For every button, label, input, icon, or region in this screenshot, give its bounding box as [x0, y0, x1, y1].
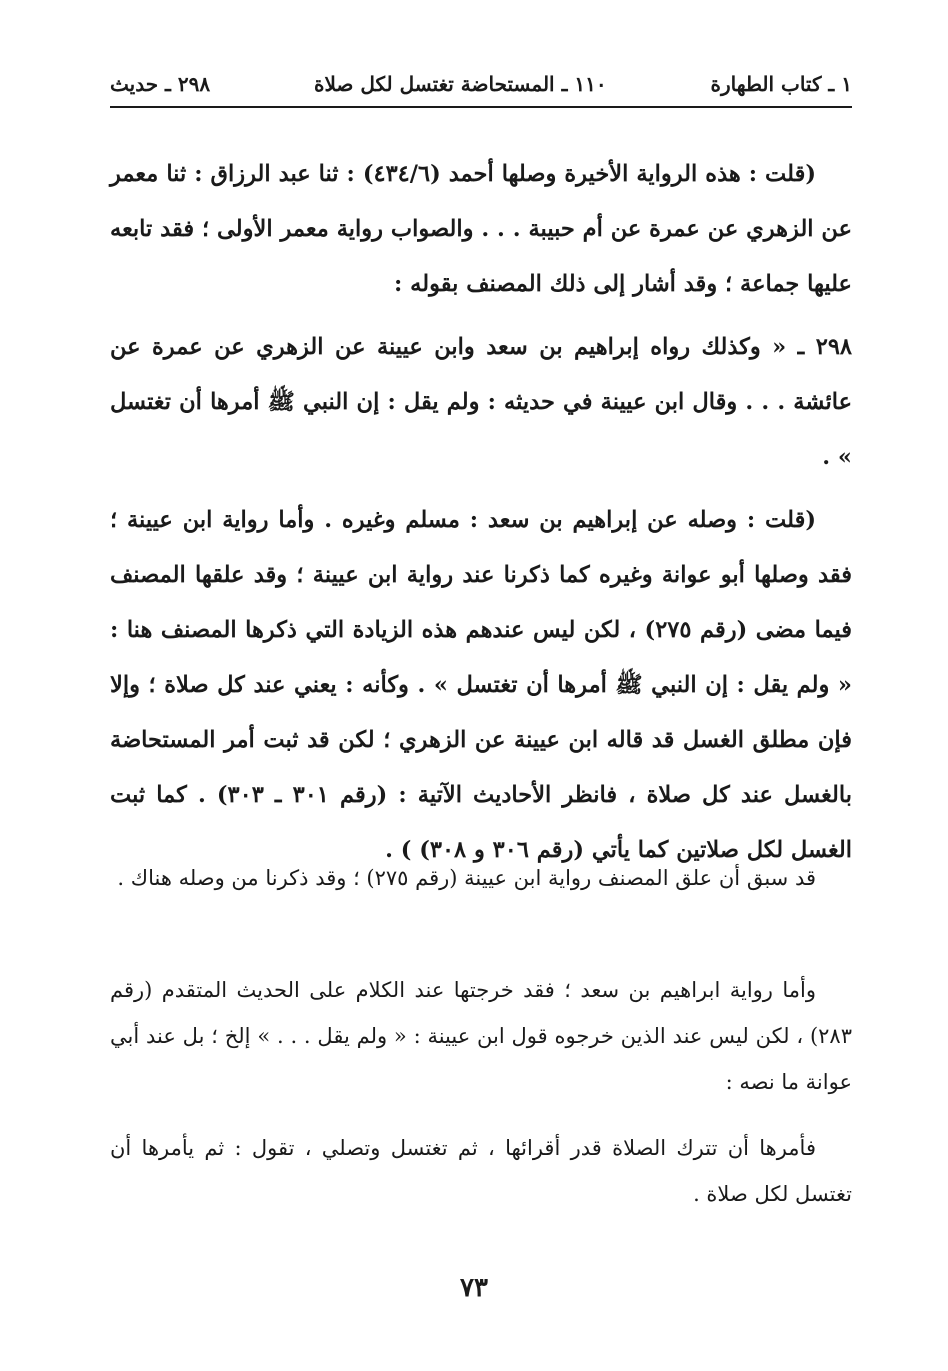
page-number: ٧٣ [460, 1273, 488, 1303]
header-chapter: ١ ـ كتاب الطهارة [710, 72, 852, 96]
commentary-paragraph-2: (قلت : وصله عن إبراهيم بن سعد : مسلم وغيره . وأما رواية ابن عيينة ؛ فقد وصلها أبو عوانة وغيره كما ذكرنا عند رواية ابن عيينة ؛ وقد علقها المصنف فيما مضى (رقم ٢٧٥) ، لكن ليس عندهم هذه الزيادة التي ذكرها المصنف هنا : « ولم يقل : إن النبي ﷺ أمرها أن تغتسل » . وكأنه : يعني عند كل صلاة ؛ وإلا فإن مطلق الغسل قد قاله ابن عيينة عن الزهري ؛ لكن قد ثبت أمر المستحاضة بالغسل عند كل صلاة ، فانظر الأحاديث الآتية : (رقم ٣٠١ ـ ٣٠٣) . كما ثبت الغسل لكل صلاتين كما يأتي (رقم ٣٠٦ و ٣٠٨) ) . [110, 506, 852, 863]
header-hadith-number: ٢٩٨ ـ حديث [110, 72, 211, 96]
note-paragraph-1: قد سبق أن علق المصنف رواية ابن عيينة (رقم ٢٧٥) ؛ وقد ذكرنا من وصله هناك . [117, 866, 816, 890]
hadith-298-text: ٢٩٨ ـ « وكذلك رواه إبراهيم بن سعد وابن عيينة عن الزهري عن عمرة عن عائشة . . . وقال ابن عيينة في حديثه : ولم يقل : إن النبي ﷺ أمرها أن تغتسل » . [110, 333, 852, 470]
commentary-paragraph-1: (قلت : هذه الرواية الأخيرة وصلها أحمد (٤٣٤/٦) : ثنا عبد الرزاق : ثنا معمر عن الزهري عن عمرة عن أم حبيبة . . . والصواب رواية معمر الأولى ؛ فقد تابعه عليها جماعة ؛ وقد أشار إلى ذلك المصنف بقوله : [110, 160, 852, 297]
header-divider [110, 106, 852, 108]
header-section-title: ١١٠ ـ المستحاضة تغتسل لكل صلاة [314, 72, 607, 96]
quoted-text-paragraph: فأمرها أن تترك الصلاة قدر أقرائها ، ثم تغتسل وتصلي ، تقول : ثم يأمرها أن تغتسل لكل صلاة . [110, 1136, 852, 1206]
running-header [110, 66, 852, 102]
note-paragraph-2: وأما رواية ابراهيم بن سعد ؛ فقد خرجتها عند الكلام على الحديث المتقدم (رقم ٢٨٣) ، لكن ليس عند الذين خرجوه قول ابن عيينة : « ولم يقل . . . » إلخ ؛ بل عند أبي عوانة ما نصه : [110, 978, 852, 1094]
